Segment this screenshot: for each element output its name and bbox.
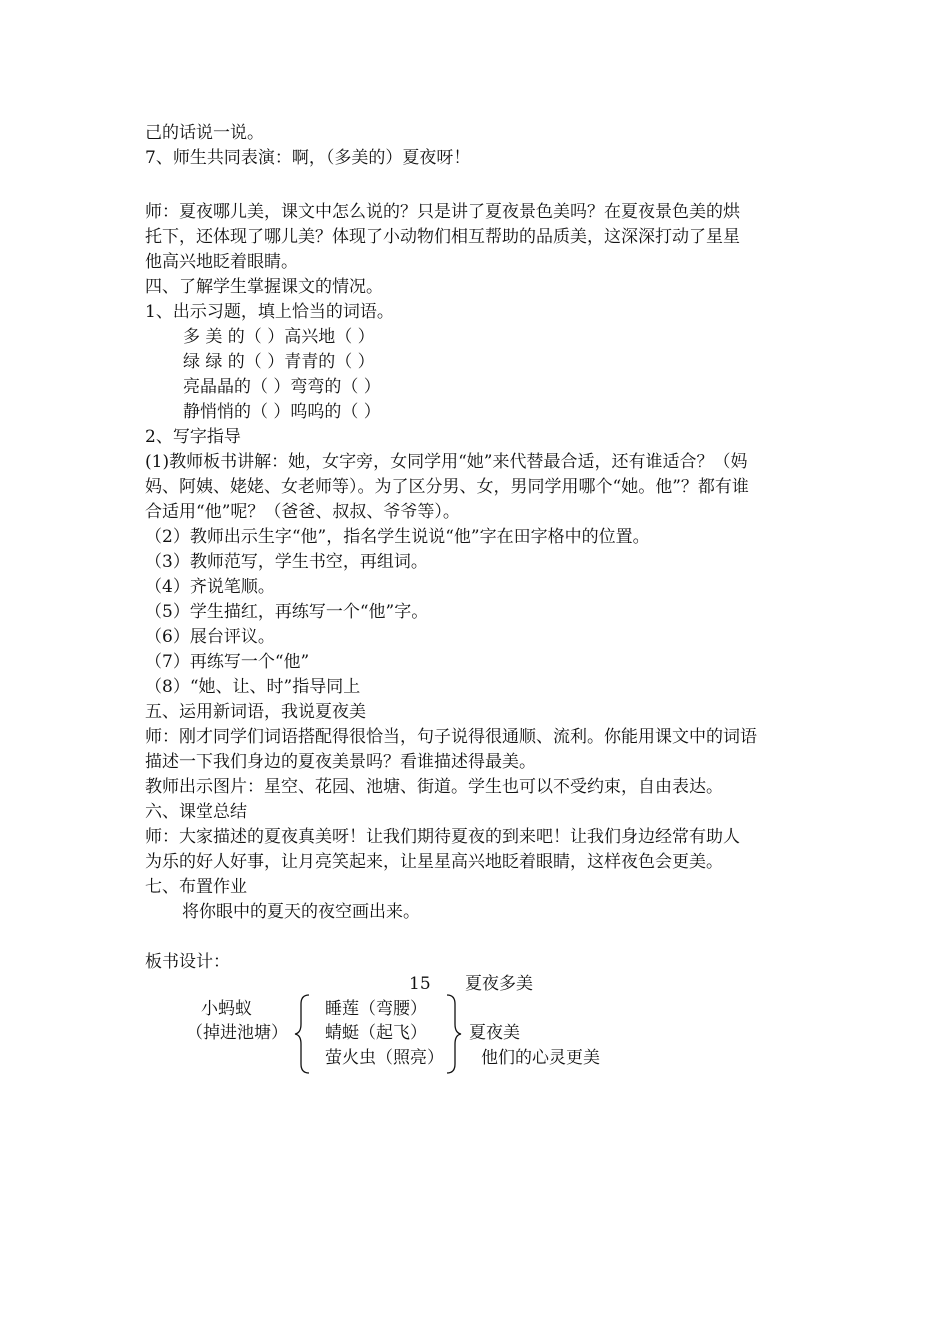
text-line: 妈、阿姨、姥姥、女老师等）。为了区分男、女，男同学用哪个“她。他”？都有谁 [145, 477, 749, 497]
exercise-right: 弯弯的（ ） [290, 377, 381, 397]
text-line: （3）教师范写，学生书空，再组词。 [145, 552, 428, 572]
text-line: 教师出示图片：星空、花园、池塘、街道。学生也可以不受约束，自由表达。 [145, 777, 723, 797]
text-line: （2）教师出示生字“他”，指名学生说说“他”字在田字格中的位置。 [145, 527, 650, 547]
lesson-title: 夏夜多美 [465, 974, 533, 994]
board-heading: 板书设计： [145, 952, 230, 972]
exercise-left: 绿 绿 的（ ） [183, 352, 285, 372]
lesson-number: 15 [409, 974, 431, 994]
section-heading: 四、了解学生掌握课文的情况。 [145, 277, 383, 297]
text-line: 7、师生共同表演：啊，（多美的）夏夜呀！ [145, 148, 471, 168]
text-line: 师：大家描述的夏夜真美呀！让我们期待夏夜的到来吧！让我们身边经常有助人 [145, 827, 740, 847]
text-line: (1)教师板书讲解：她，女字旁，女同学用“她”来代替最合适，还有谁适合？（妈 [145, 452, 748, 472]
exercise-right: 高兴地（ ） [284, 327, 375, 347]
board-helper: 萤火虫（照亮） [325, 1048, 444, 1068]
section-heading: 七、布置作业 [145, 877, 247, 897]
exercise-row [183, 325, 375, 350]
left-brace-icon [293, 994, 313, 1074]
text-line: （7）再练写一个“他” [145, 652, 310, 672]
board-subject: 小蚂蚁 [201, 999, 252, 1019]
exercise-row [183, 375, 381, 400]
text-line: 描述一下我们身边的夏夜美景吗？看谁描述得最美。 [145, 752, 536, 772]
exercise-row [183, 400, 381, 425]
text-line: 合适用“他”呢？（爸爸、叔叔、爷爷等）。 [145, 502, 460, 522]
board-helper: 蜻蜓（起飞） [325, 1023, 427, 1043]
text-line: 1、出示习题，填上恰当的词语。 [145, 302, 394, 322]
text-line: 2、写字指导 [145, 427, 241, 447]
board-subject-action: （掉进池塘） [186, 1023, 288, 1043]
board-result: 夏夜美 [469, 1023, 520, 1043]
exercise-left: 静悄悄的（ ） [183, 402, 291, 422]
text-line: （8）“她、让、时”指导同上 [145, 677, 361, 697]
text-line: （5）学生描红，再练写一个“他”字。 [145, 602, 429, 622]
exercise-right: 呜呜的（ ） [290, 402, 381, 422]
text-line: 他高兴地眨着眼睛。 [145, 252, 298, 272]
text-line: 师：刚才同学们词语搭配得很恰当，句子说得很通顺、流利。你能用课文中的词语 [145, 727, 757, 747]
text-line: 己的话说一说。 [145, 123, 264, 143]
right-brace-icon [443, 994, 463, 1074]
exercise-left: 亮晶晶的（ ） [183, 377, 291, 397]
text-line: 为乐的好人好事，让月亮笑起来，让星星高兴地眨着眼睛，这样夜色会更美。 [145, 852, 723, 872]
board-helper: 睡莲（弯腰） [325, 999, 427, 1019]
text-line: （6）展台评议。 [145, 627, 275, 647]
board-result: 他们的心灵更美 [481, 1048, 600, 1068]
text-line: 将你眼中的夏天的夜空画出来。 [182, 902, 420, 922]
exercise-right: 青青的（ ） [284, 352, 375, 372]
section-heading: 五、运用新词语，我说夏夜美 [145, 702, 366, 722]
exercise-left: 多 美 的（ ） [183, 327, 285, 347]
text-line: 师：夏夜哪儿美，课文中怎么说的？只是讲了夏夜景色美吗？在夏夜景色美的烘 [145, 202, 740, 222]
exercise-row [183, 350, 375, 375]
text-line: 托下，还体现了哪儿美？体现了小动物们相互帮助的品质美，这深深打动了星星 [145, 227, 740, 247]
text-line: （4）齐说笔顺。 [145, 577, 275, 597]
section-heading: 六、课堂总结 [145, 802, 247, 822]
